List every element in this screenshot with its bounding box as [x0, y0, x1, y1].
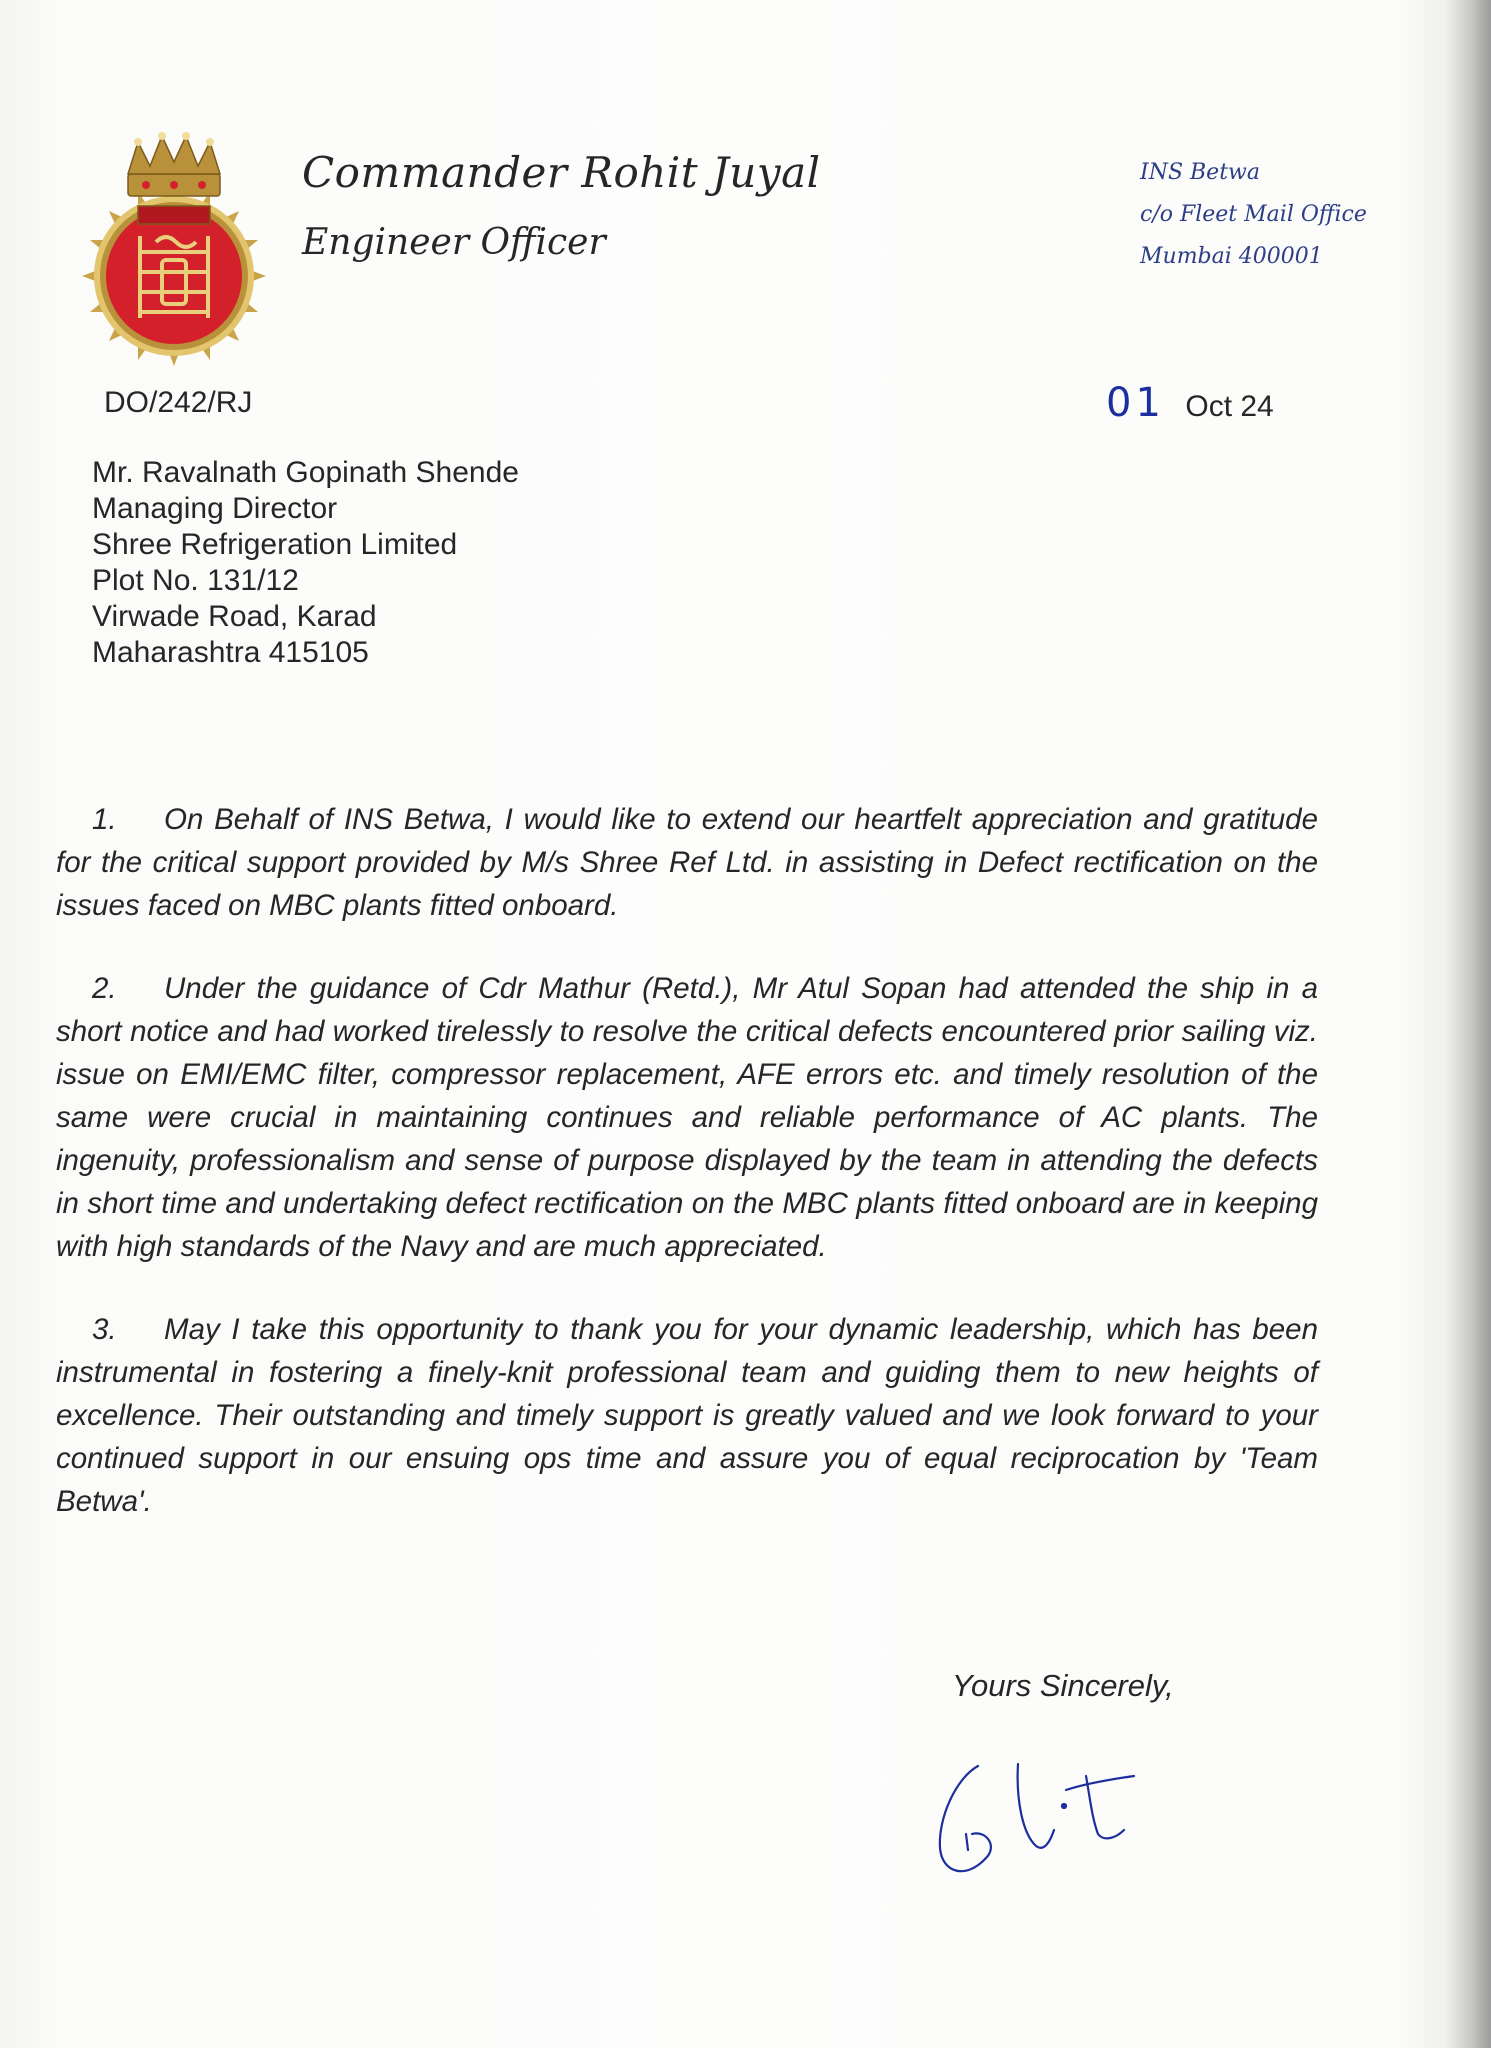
paragraph-text: Under the guidance of Cdr Mathur (Retd.), Mr Atul Sopan had attended the ship in a short notice and had worked tirelessly to resolve the critical defects encountered prior sailing viz. issue on EMI/EMC filter, compressor replacement, AFE errors etc. and timely resolution of the same were crucial in maintaining continues and reliable performance of AC plants. The ingenuity, professionalism and sense of purpose displayed by the team in attending the defects in short time and undertaking defect rectification on the MBC plants fitted onboard are in keeping with high standards of the Navy and are much appreciated.: [56, 972, 1318, 1263]
paragraph-number: 3.: [92, 1313, 117, 1346]
paragraph: [56, 967, 1318, 1268]
recipient-address: [92, 455, 519, 671]
reference-number: DO/242/RJ: [104, 386, 253, 419]
paragraph-text: May I take this opportunity to thank you for your dynamic leadership, which has been instrumental in fostering a finely-knit professional team and guiding them to new heights of excellence. Their outstanding and timely support is greatly valued and we look forward to your continued support in our ensuing ops time and assure you of equal reciprocation by 'Team Betwa'.: [56, 1313, 1318, 1518]
letter-date: [1106, 380, 1274, 426]
paragraph: [56, 798, 1318, 927]
recipient-company: Shree Refrigeration Limited: [92, 528, 458, 561]
ship-address-line: INS Betwa: [1140, 160, 1260, 185]
date-month-year: Oct 24: [1185, 390, 1274, 423]
recipient-plot: Plot No. 131/12: [92, 564, 299, 597]
ship-address-line: Mumbai 400001: [1140, 244, 1323, 269]
date-day-handwritten: 01: [1106, 380, 1165, 426]
recipient-state: Maharashtra 415105: [92, 636, 369, 669]
ship-address-line: c/o Fleet Mail Office: [1140, 202, 1367, 227]
letterhead-name: Commander Rohit Juyal: [302, 148, 821, 197]
paragraph-number: 2.: [92, 972, 117, 1005]
closing-salutation: Yours Sincerely,: [952, 1668, 1174, 1703]
paragraph-text: On Behalf of INS Betwa, I would like to extend our heartfelt appreciation and gratitude for the critical support provided by M/s Shree Ref Ltd. in assisting in Defect rectification on the issues faced on MBC plants fitted onboard.: [56, 803, 1318, 922]
letter-body: [56, 798, 1318, 1563]
paragraph: [56, 1308, 1318, 1523]
letterhead-role: Engineer Officer: [302, 222, 606, 263]
recipient-name: Mr. Ravalnath Gopinath Shende: [92, 456, 519, 489]
recipient-title: Managing Director: [92, 492, 338, 525]
ship-address: [1140, 152, 1400, 278]
naval-crest-icon: [76, 122, 272, 370]
recipient-road: Virwade Road, Karad: [92, 600, 377, 633]
signature-icon: [926, 1738, 1176, 1888]
paragraph-number: 1.: [92, 803, 117, 836]
